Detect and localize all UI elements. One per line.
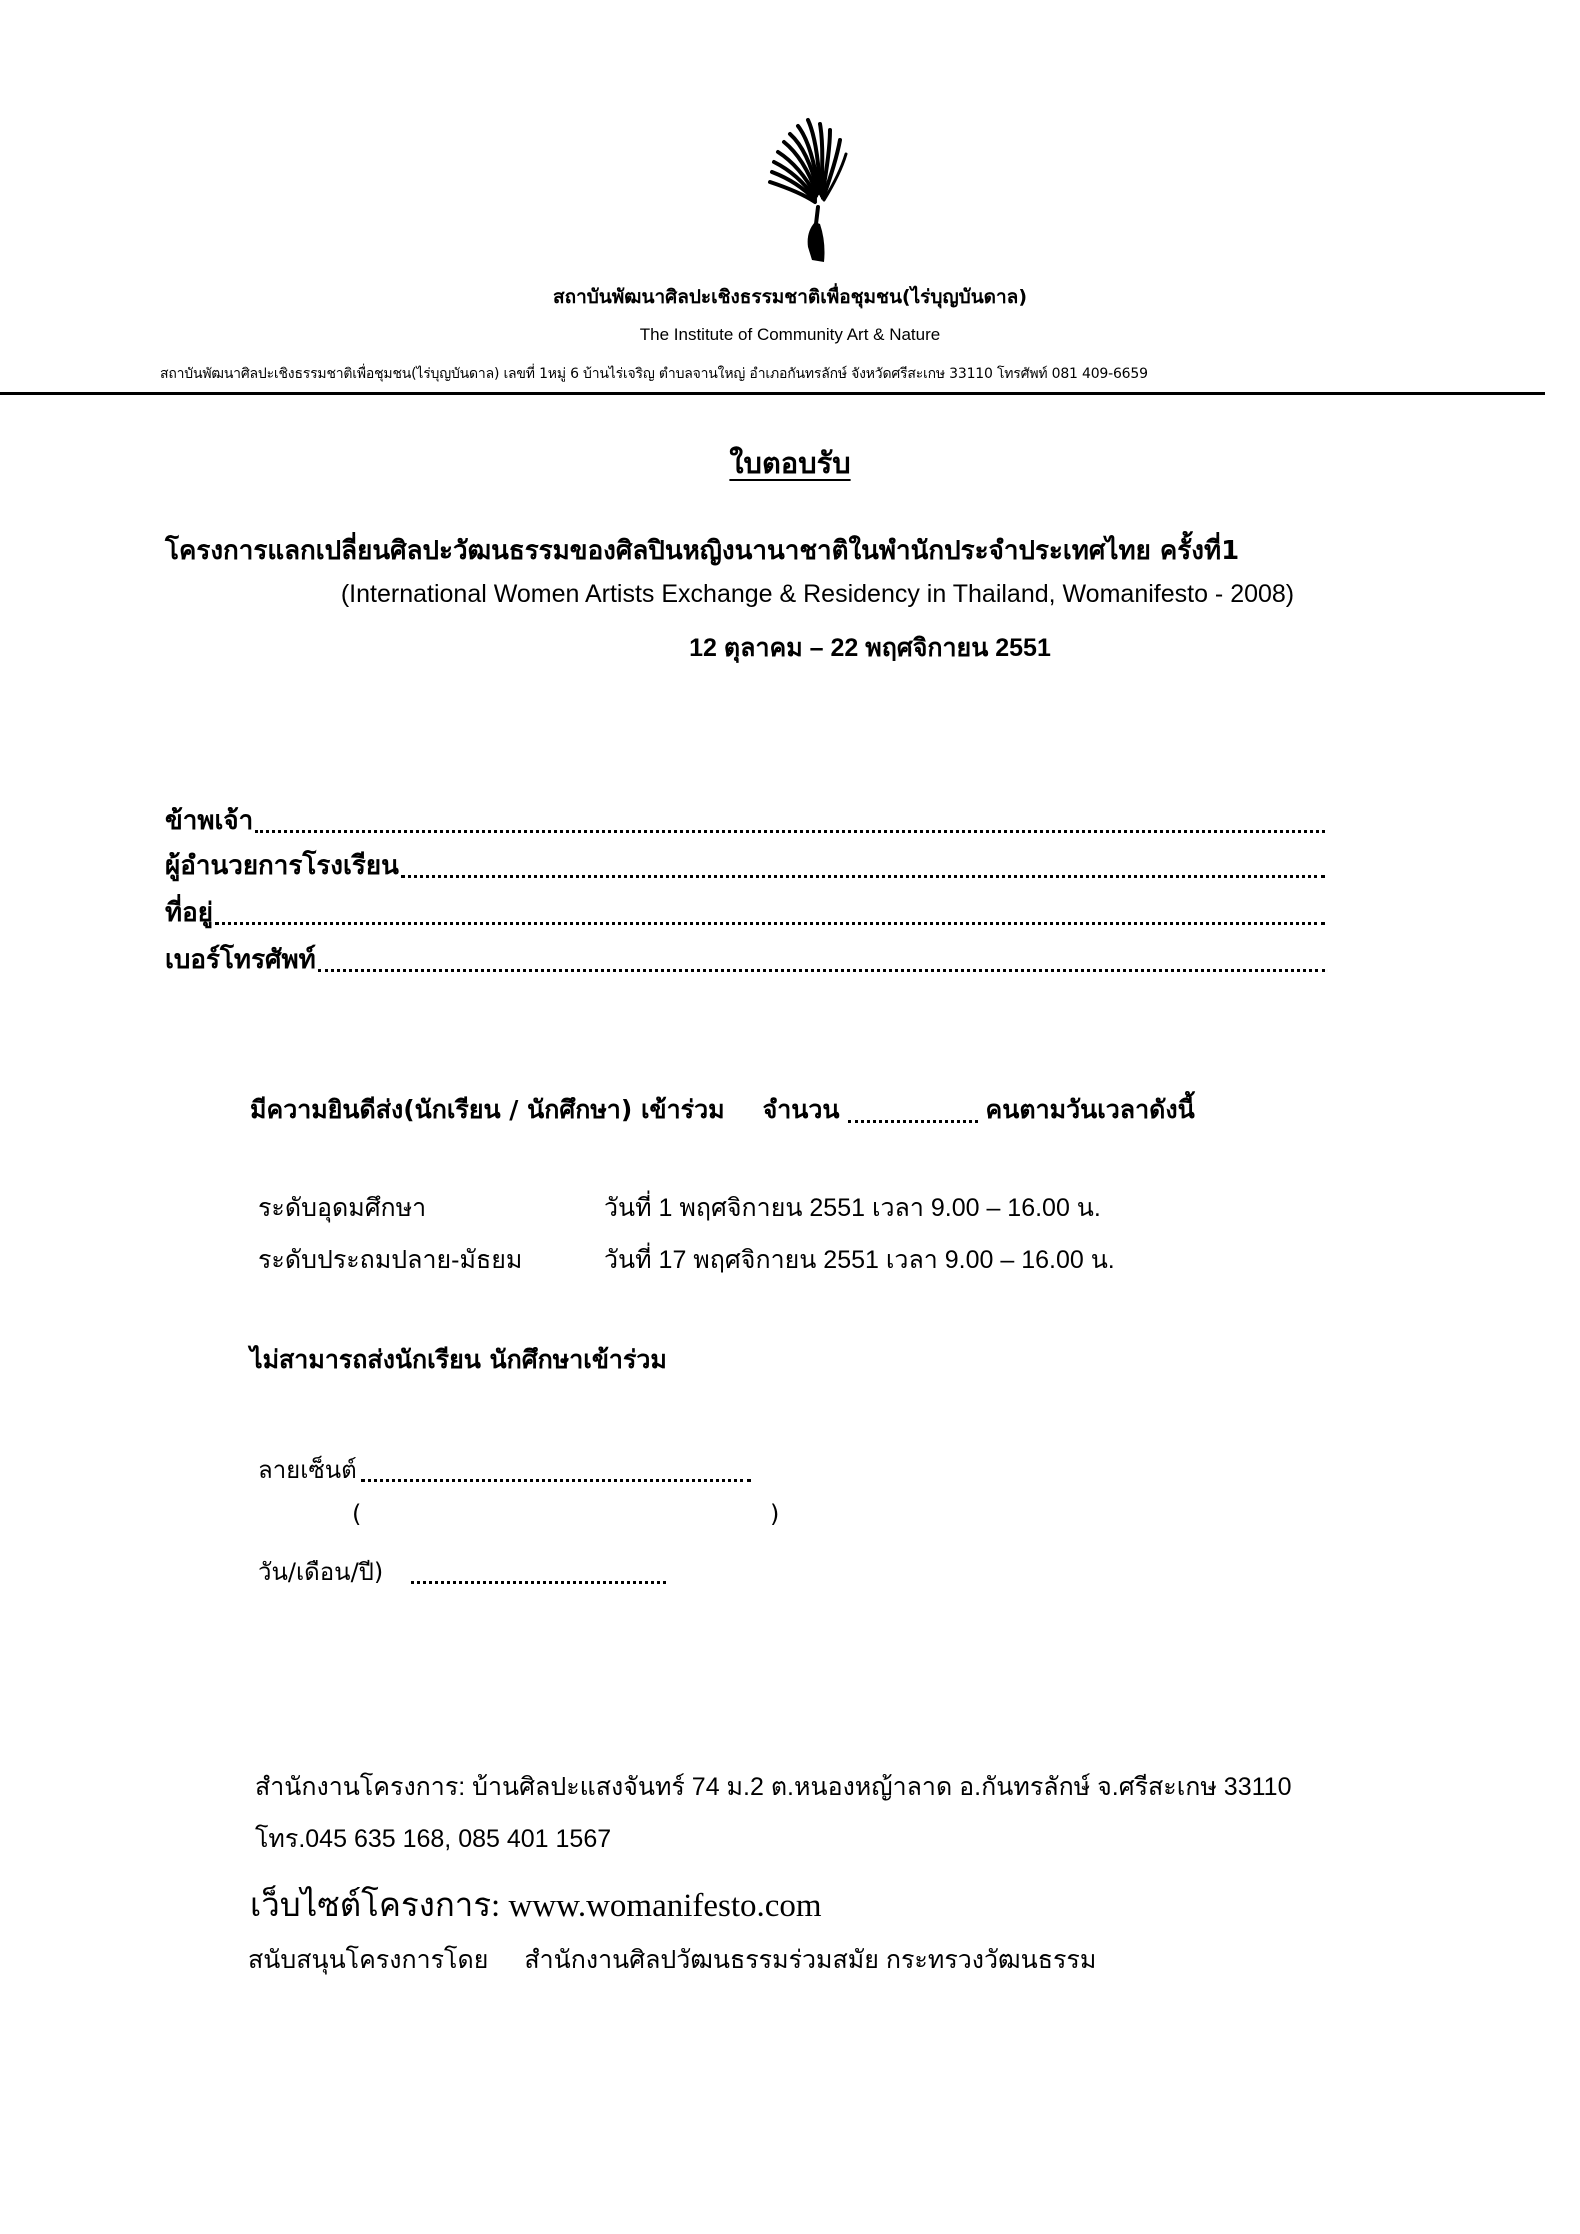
phone-input-line[interactable]: [318, 969, 1325, 972]
project-dates: 12 ตุลาคม – 22 พฤศจิกายน 2551: [689, 634, 1051, 662]
decline-option[interactable]: ไม่สามารถส่งนักเรียน นักศึกษาเข้าร่วม: [250, 1345, 667, 1374]
signature-field[interactable]: [258, 1450, 751, 1489]
project-title-thai: โครงการแลกเปลี่ยนศิลปะวัฒนธรรมของศิลปินหญิงนานาชาติในพำนักประจำประเทศไทย ครั้งที่1: [165, 536, 1240, 566]
support-label: สนับสนุนโครงการโดย: [248, 1946, 489, 1974]
org-address: สถาบันพัฒนาศิลปะเชิงธรรมชาติเพื่อชุมชน(ไร่บุญบันดาล) เลขที่ 1หมู่ 6 บ้านไร่เจริญ ตำบลจานใหญ่ อำเภอกันทรลักษ์ จังหวัดศรีสะเกษ 33110 โทรศัพท์ 081 409-6659: [160, 366, 1148, 382]
project-website: เว็บไซต์โครงการ: www.womanifesto.com: [250, 1888, 822, 1924]
address-field[interactable]: [165, 895, 1325, 933]
name-input-line[interactable]: [255, 830, 1325, 833]
document-title: ใบตอบรับ: [729, 446, 851, 480]
org-name-english: The Institute of Community Art & Nature: [639, 325, 941, 344]
date-field[interactable]: [258, 1552, 666, 1591]
school-director-label: ผู้อำนวยการโรงเรียน: [165, 851, 399, 881]
schedule-when: วันที่ 17 พฤศจิกายน 2551 เวลา 9.00 – 16.00 น.: [604, 1246, 1115, 1274]
schedule-row-school: [258, 1240, 1115, 1280]
support-line: [248, 1940, 1096, 1980]
address-label: ที่อยู่: [165, 898, 213, 928]
schedule-level: ระดับประถมปลาย-มัธยม: [258, 1246, 523, 1274]
schedule-when: วันที่ 1 พฤศจิกายน 2551 เวลา 9.00 – 16.00 น.: [604, 1194, 1101, 1222]
accept-label: มีความยินดีส่ง(นักเรียน / นักศึกษา) เข้าร่วม: [250, 1095, 725, 1124]
address-input-line[interactable]: [215, 922, 1325, 925]
date-label: วัน/เดือน/ปี): [258, 1558, 384, 1586]
header-divider: [0, 392, 1545, 395]
project-phone: โทร.045 635 168, 085 401 1567: [255, 1825, 612, 1853]
printed-name-close-paren: ): [770, 1500, 780, 1528]
signature-input-line[interactable]: [361, 1479, 751, 1482]
school-director-input-line[interactable]: [401, 875, 1325, 878]
printed-name-open-paren: (: [352, 1500, 362, 1528]
org-name-thai: สถาบันพัฒนาศิลปะเชิงธรรมชาติเพื่อชุมชน(ไร่บุญบันดาล): [552, 286, 1028, 308]
project-title-english: (International Women Artists Exchange & Residency in Thailand, Womanifesto - 2008): [340, 580, 1295, 608]
signature-label: ลายเซ็นต์: [258, 1456, 357, 1484]
accept-option[interactable]: [250, 1090, 1195, 1130]
phone-field[interactable]: [165, 942, 1325, 980]
count-input-line[interactable]: [848, 1120, 978, 1123]
count-label: จำนวน: [762, 1095, 840, 1124]
project-office-address: สำนักงานโครงการ: บ้านศิลปะแสงจันทร์ 74 ม.2 ต.หนองหญ้าลาด อ.กันทรลักษ์ จ.ศรีสะเกษ 33110: [255, 1773, 1292, 1801]
name-field[interactable]: [165, 803, 1325, 841]
count-suffix: คนตามวันเวลาดังนี้: [985, 1095, 1195, 1124]
schedule-row-university: [258, 1188, 1101, 1228]
support-org: สำนักงานศิลปวัฒนธรรมร่วมสมัย กระทรวงวัฒนธรรม: [524, 1946, 1097, 1974]
name-label: ข้าพเจ้า: [165, 806, 254, 836]
phone-label: เบอร์โทรศัพท์: [165, 945, 316, 975]
schedule-level: ระดับอุดมศึกษา: [258, 1194, 427, 1222]
school-director-field[interactable]: [165, 848, 1325, 886]
date-input-line[interactable]: [411, 1581, 666, 1584]
palm-leaf-logo-icon: [760, 112, 850, 262]
